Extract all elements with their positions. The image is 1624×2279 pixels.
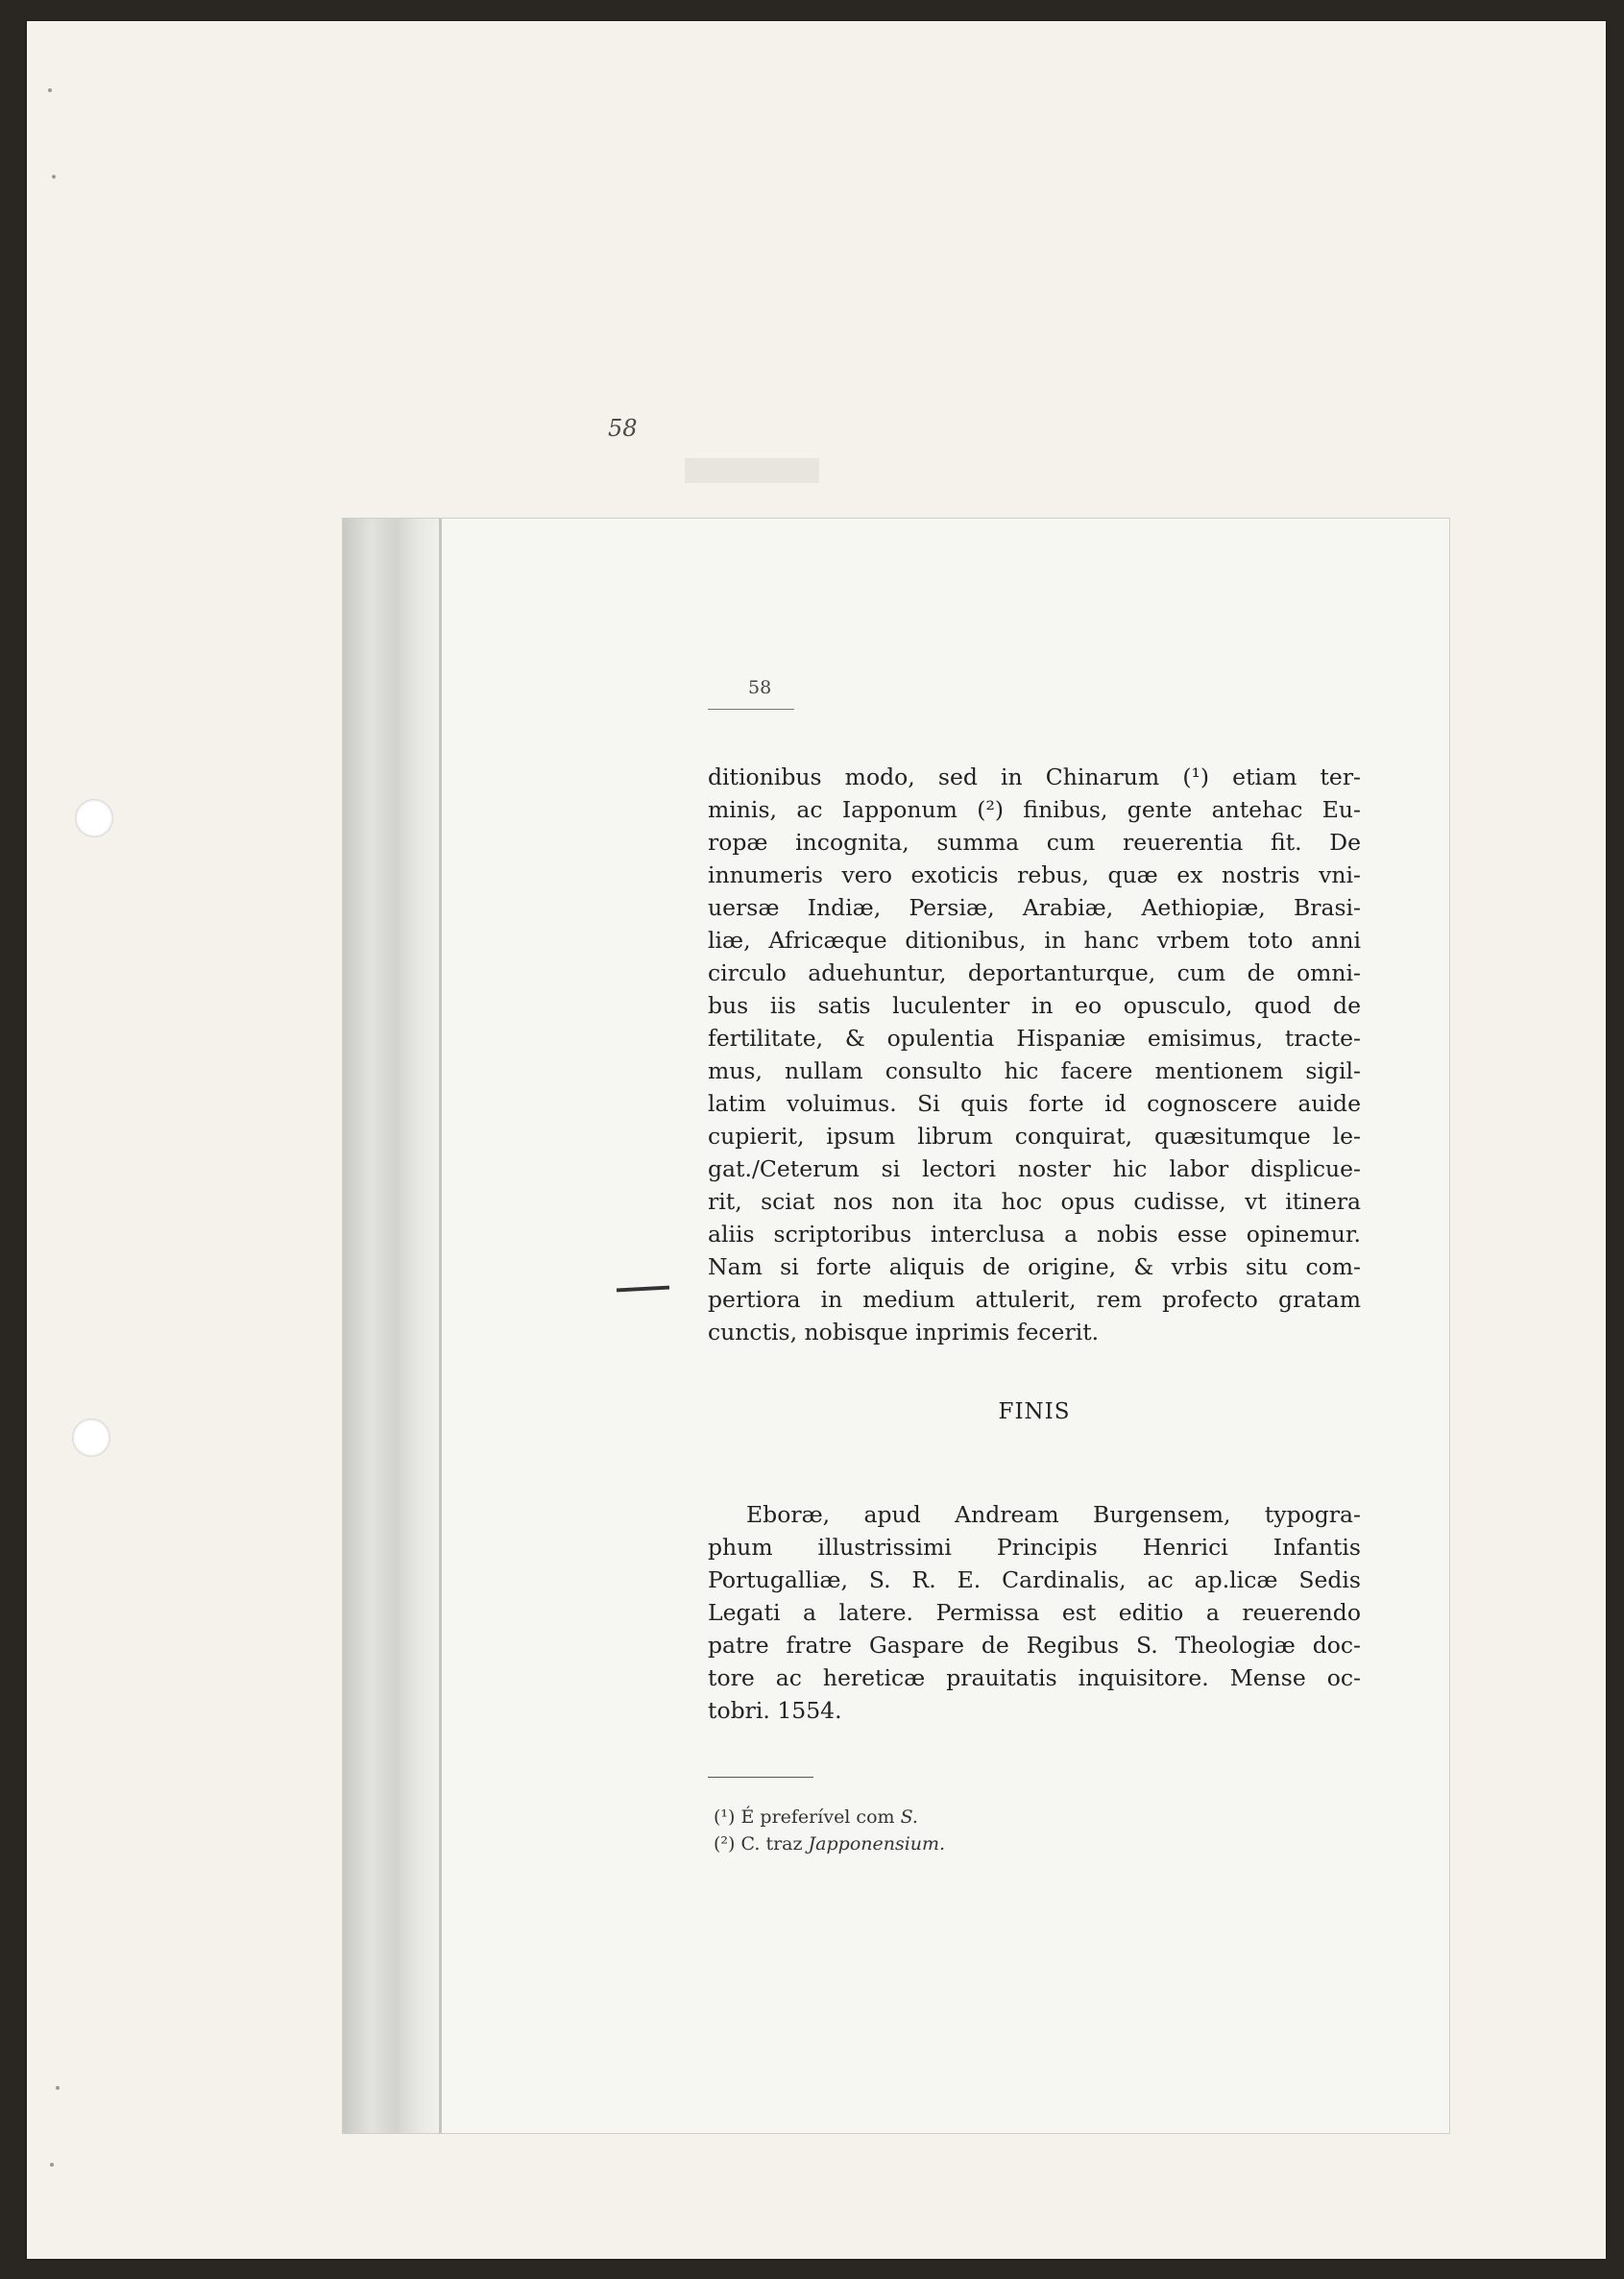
finis-heading: FINIS [998,1399,1071,1424]
footnote-mark: (²) [714,1833,736,1855]
body-line-last: cunctis, nobisque inprimis fecerit. [708,1319,1100,1346]
footnote-emphasis: Japponensium. [808,1833,946,1855]
footnote-text: C. traz [740,1833,803,1855]
body-line: gat./Ceterum si lectori noster hic labor displicue- [708,1155,1361,1182]
colophon-line: Eboræ, apud Andream Burgensem, typogra- [746,1501,1361,1528]
body-line: pertiora in medium attulerit, rem profecto gratam [708,1286,1361,1313]
speck [50,2163,54,2167]
colophon-line-last: tobri. 1554. [708,1697,842,1724]
colophon-line: phum illustrissimi Principis Henrici Infantis [708,1534,1361,1561]
tape-strip [685,458,819,483]
punch-hole-bottom [72,1418,110,1457]
printed-page-number: 58 [748,677,772,698]
colophon-line: Legati a latere. Permissa est editio a reuerendo [708,1599,1361,1626]
body-line: minis, ac Iapponum (²) finibus, gente antehac Eu- [708,796,1361,823]
body-line: latim voluimus. Si quis forte id cognoscere auide [708,1090,1361,1117]
margin-pen-dash [617,1286,669,1293]
body-line: liæ, Africæque ditionibus, in hanc vrbem toto anni [708,927,1361,954]
speck [52,175,56,179]
colophon-line: Portugalliæ, S. R. E. Cardinalis, ac ap.licæ Sedis [708,1566,1361,1593]
body-line: mus, nullam consulto hic facere mentionem sigil- [708,1057,1361,1084]
body-line: Nam si forte aliquis de origine, & vrbis situ com- [708,1253,1361,1280]
footnote-rule [708,1777,813,1778]
colophon-line: patre fratre Gaspare de Regibus S. Theologiæ doc- [708,1632,1361,1659]
binding-shadow [343,519,439,2133]
archive-sheet [27,21,1606,2259]
body-line: ropæ incognita, summa cum reuerentia fit. De [708,829,1361,856]
speck [56,2086,60,2090]
footnote-2 [714,1832,945,1855]
page-number-rule [708,709,794,710]
body-line: ditionibus modo, sed in Chinarum (¹) etiam ter- [708,764,1361,790]
body-line: bus iis satis luculenter in eo opusculo, quod de [708,992,1361,1019]
colophon-line: tore ac hereticæ prauitatis inquisitore. Mense oc- [708,1664,1361,1691]
body-line: rit, sciat nos non ita hoc opus cudisse, vt itinera [708,1188,1361,1215]
body-line: innumeris vero exoticis rebus, quæ ex nostris vni- [708,861,1361,888]
footnote-1 [714,1806,918,1829]
footnote-text: É preferível com [740,1806,895,1828]
footnote-mark: (¹) [714,1806,736,1828]
body-line: aliis scriptoribus interclusa a nobis esse opinemur. [708,1221,1361,1248]
body-line: uersæ Indiæ, Persiæ, Arabiæ, Aethiopiæ, Brasi- [708,894,1361,921]
body-line: fertilitate, & opulentia Hispaniæ emisimus, tracte- [708,1025,1361,1052]
footnote-emphasis: S. [900,1806,918,1828]
photocopy-page [342,518,1450,2134]
body-line: circulo aduehuntur, deportanturque, cum de omni- [708,959,1361,986]
speck [48,88,52,92]
handwritten-page-number: 58 [608,415,638,442]
body-line: cupierit, ipsum librum conquirat, quæsitumque le- [708,1123,1361,1150]
binding-edge [439,519,442,2133]
punch-hole-top [75,799,113,837]
